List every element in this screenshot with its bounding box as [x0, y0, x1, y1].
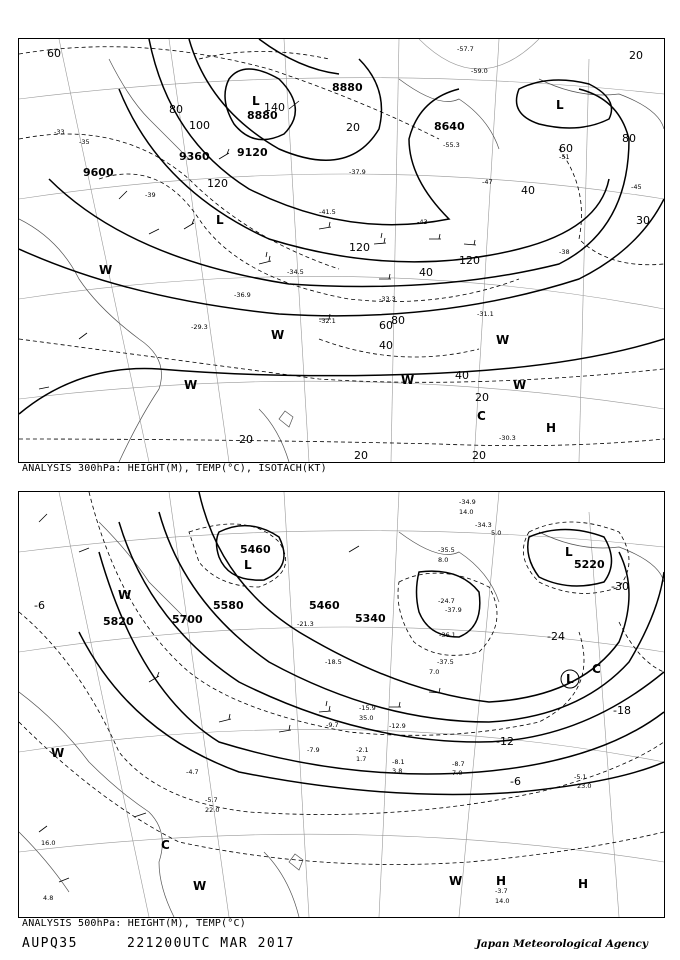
height-label: 9120 — [237, 146, 268, 159]
low-center: L — [565, 545, 573, 559]
isotach-label: 40 — [379, 339, 393, 352]
map-300hpa-svg — [19, 39, 664, 462]
station-dewpoint: 16.0 — [41, 839, 56, 847]
station-dewpoint: 8.0 — [438, 556, 449, 564]
agency-name: Japan Meteorological Agency — [475, 938, 648, 950]
station-temp: -47 — [482, 178, 493, 186]
station-dewpoint: 3.8 — [392, 767, 403, 775]
station-temp: -32.1 — [319, 317, 336, 325]
isotach-label: 60 — [559, 142, 573, 155]
map-500hpa-svg — [19, 492, 664, 917]
station-temp: -18.5 — [325, 658, 342, 666]
isotach-label: 40 — [521, 184, 535, 197]
station-temp: -31.1 — [477, 310, 494, 318]
station-temp: -59.0 — [471, 67, 488, 75]
height-label: 8640 — [434, 120, 465, 133]
isotach-label: 140 — [264, 101, 285, 114]
height-label: 9360 — [179, 150, 210, 163]
station-temp: -35.5 — [438, 546, 455, 554]
station-temp: -34.5 — [287, 268, 304, 276]
station-temp: -8.1 — [392, 758, 405, 766]
height-contours — [79, 492, 664, 795]
station-temp: -4.7 — [186, 768, 199, 776]
station-temp: -3.7 — [495, 887, 508, 895]
station-temp: -7.9 — [307, 746, 320, 754]
station-temp: -5.1 — [574, 773, 587, 781]
station-dewpoint: 4.8 — [43, 894, 54, 902]
height-label: 5700 — [172, 613, 203, 626]
station-temp: -36.9 — [234, 291, 251, 299]
height-label: 8880 — [247, 109, 278, 122]
isotherm-label: -12 — [496, 735, 514, 748]
station-temp: -2.1 — [356, 746, 369, 754]
warm-mark: W — [449, 874, 463, 888]
isotach-label: 20 — [239, 433, 253, 446]
station-temp: -24.7 — [438, 597, 455, 605]
high-center: H — [578, 877, 589, 891]
valid-time: 221200UTC MAR 2017 — [127, 936, 295, 951]
warm-mark: W — [99, 263, 113, 277]
station-temp: -38 — [559, 248, 570, 256]
isotach-label: 40 — [419, 266, 433, 279]
station-temp: -33 — [54, 128, 65, 136]
station-dewpoint: 22.0 — [205, 806, 220, 814]
station-temp: -37.5 — [437, 658, 454, 666]
wind-barbs — [39, 514, 441, 882]
station-observations — [54, 45, 642, 442]
height-label: 5820 — [103, 615, 134, 628]
warm-mark: W — [193, 879, 207, 893]
height-label: 5580 — [213, 599, 244, 612]
low-center: L — [216, 213, 224, 227]
station-temp: -21.3 — [297, 620, 314, 628]
isotach-label: 120 — [207, 177, 228, 190]
station-temp: -51 — [559, 153, 570, 161]
station-dewpoint: 23.0 — [577, 782, 592, 790]
isotherm-label: -30 — [611, 580, 629, 593]
warm-mark: W — [184, 378, 198, 392]
station-temp: -36.1 — [439, 631, 456, 639]
isotach-label: 80 — [391, 314, 405, 327]
station-temp: -39 — [145, 191, 156, 199]
map-panel-300hpa — [18, 38, 665, 463]
isotach-label: 80 — [622, 132, 636, 145]
station-temp: -55.3 — [443, 141, 460, 149]
station-temp: -43 — [417, 218, 428, 226]
chart-id: AUPQ35 — [22, 936, 78, 951]
station-dewpoint: 14.0 — [495, 897, 510, 905]
isotach-label: 20 — [354, 449, 368, 462]
isotach-label: 40 — [455, 369, 469, 382]
station-dewpoint: 1.7 — [356, 755, 367, 763]
warm-mark: W — [118, 588, 132, 602]
station-temp: -45 — [631, 183, 642, 191]
station-temp: -34.9 — [459, 498, 476, 506]
height-label: 5220 — [574, 558, 605, 571]
station-observations — [41, 498, 591, 905]
station-dewpoint: 7.0 — [429, 668, 440, 676]
station-temp: -34.3 — [475, 521, 492, 529]
station-dewpoint: 7.0 — [452, 769, 463, 777]
height-label: 5460 — [240, 543, 271, 556]
warm-mark: W — [271, 328, 285, 342]
low-center: L — [244, 558, 252, 572]
station-temp: -8.7 — [452, 760, 465, 768]
station-temp: -37.9 — [445, 606, 462, 614]
warm-mark: W — [51, 746, 65, 760]
low-center: L — [556, 98, 564, 112]
station-temp: -33.3 — [379, 295, 396, 303]
station-temp: -29.3 — [191, 323, 208, 331]
isotach-label: 120 — [459, 254, 480, 267]
isotach-label: 20 — [475, 391, 489, 404]
svg-text:L: L — [566, 672, 574, 686]
high-center: H — [546, 421, 557, 435]
height-label: 5460 — [309, 599, 340, 612]
isotach-label: 120 — [349, 241, 370, 254]
height-label: 8880 — [332, 81, 363, 94]
station-temp: -12.9 — [389, 722, 406, 730]
station-temp: -35 — [79, 138, 90, 146]
coastlines — [19, 522, 664, 917]
panel-caption-500hpa: ANALYSIS 500hPa: HEIGHT(M), TEMP(°C) — [22, 918, 246, 929]
station-temp: -15.9 — [359, 704, 376, 712]
isotach-label: 100 — [189, 119, 210, 132]
station-temp: -5.7 — [205, 796, 218, 804]
isotherm-label: -6 — [34, 599, 45, 612]
isotherm-label: -6 — [510, 775, 521, 788]
station-dewpoint: 35.0 — [359, 714, 374, 722]
isotherm-label: -18 — [613, 704, 631, 717]
station-dewpoint: 5.0 — [491, 529, 502, 537]
station-temp: -9.7 — [326, 721, 339, 729]
pressure-centers — [99, 94, 564, 435]
high-center: H — [496, 874, 507, 888]
isotach-label: 20 — [346, 121, 360, 134]
isotach-label: 60 — [47, 47, 61, 60]
isotach-dashed — [19, 47, 664, 446]
station-temp: -41.5 — [319, 208, 336, 216]
isotach-label: 30 — [636, 214, 650, 227]
station-temp: -37.9 — [349, 168, 366, 176]
isotach-label: 60 — [379, 319, 393, 332]
coastlines — [19, 59, 664, 462]
station-temp: -30.3 — [499, 434, 516, 442]
warm-mark: W — [496, 333, 510, 347]
warm-mark: W — [401, 373, 415, 387]
height-label: 5340 — [355, 612, 386, 625]
station-temp: -57.7 — [457, 45, 474, 53]
low-center: L — [252, 94, 260, 108]
wind-barbs — [39, 101, 476, 389]
height-label: 9600 — [83, 166, 114, 179]
cold-mark: C — [477, 409, 486, 423]
cold-mark: C — [592, 662, 601, 676]
warm-mark: W — [513, 378, 527, 392]
isotach-label: 20 — [629, 49, 643, 62]
panel-caption-300hpa: ANALYSIS 300hPa: HEIGHT(M), TEMP(°C), ISOTACH(KT) — [22, 463, 327, 474]
map-panel-500hpa — [18, 491, 665, 918]
cold-mark: C — [161, 838, 170, 852]
isotherm-label: -24 — [547, 630, 565, 643]
isotach-label: 20 — [472, 449, 486, 462]
station-dewpoint: 14.0 — [459, 508, 474, 516]
isotach-label: 80 — [169, 103, 183, 116]
